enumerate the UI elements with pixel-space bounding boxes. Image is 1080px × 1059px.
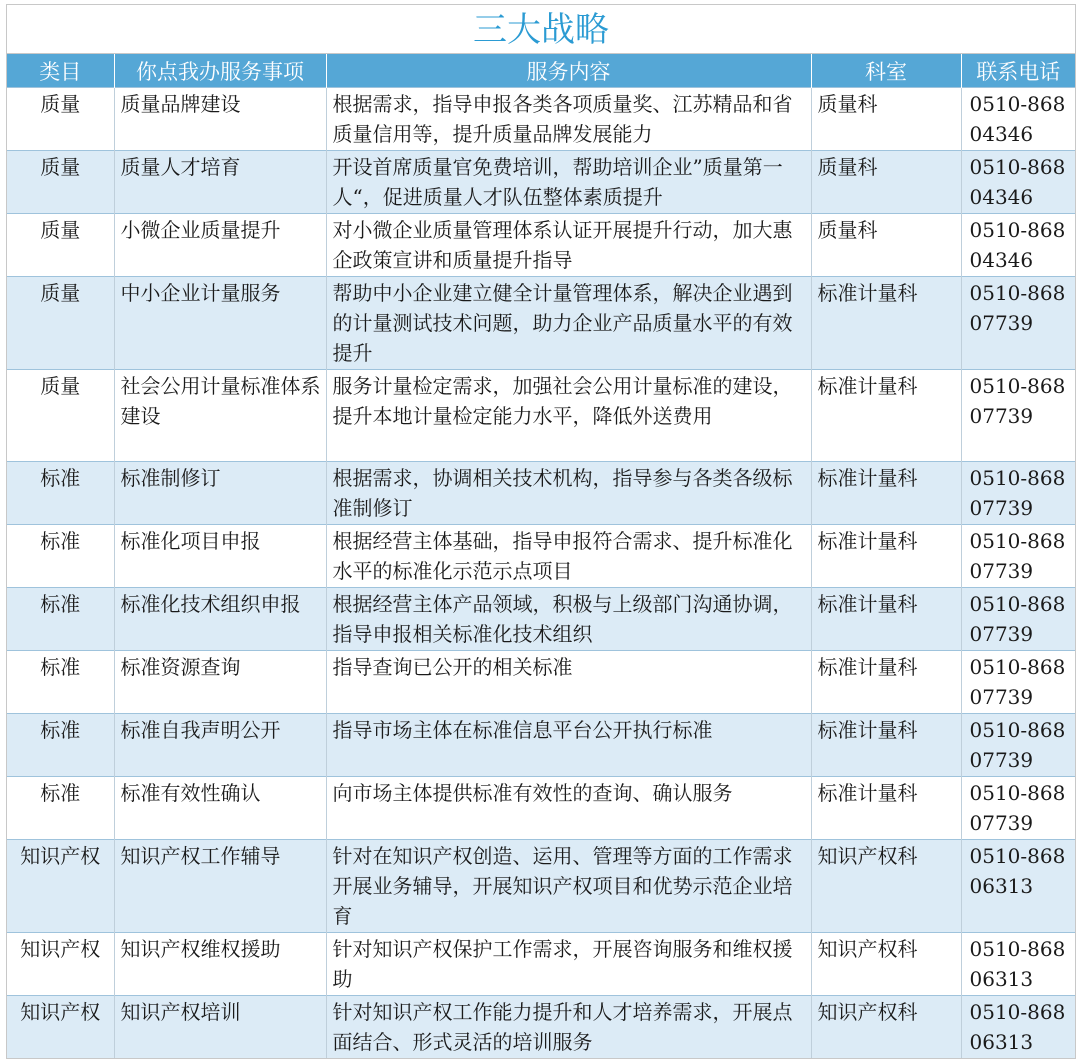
category-cell: 质量: [7, 214, 114, 277]
category-cell: 知识产权: [7, 840, 114, 933]
table-row: [7, 714, 1075, 777]
category-cell: 质量: [7, 151, 114, 214]
category-cell: 知识产权: [7, 933, 114, 996]
service-item-cell: 社会公用计量标准体系建设: [114, 370, 326, 462]
header-service-item: 你点我办服务事项: [114, 54, 326, 88]
table-row: [7, 88, 1075, 151]
table-row: [7, 840, 1075, 933]
department-cell: 标准计量科: [811, 714, 961, 777]
phone-cell: 0510-86807739: [961, 651, 1075, 714]
service-item-cell: 中小企业计量服务: [114, 277, 326, 370]
department-cell: 标准计量科: [811, 277, 961, 370]
service-item-cell: 标准有效性确认: [114, 777, 326, 840]
department-cell: 标准计量科: [811, 370, 961, 462]
service-item-cell: 质量品牌建设: [114, 88, 326, 151]
service-table-sheet: [6, 4, 1076, 1059]
service-content-cell: 指导查询已公开的相关标准: [326, 651, 811, 714]
service-content-cell: 根据经营主体基础，指导申报符合需求、提升标准化水平的标准化示范示点项目: [326, 525, 811, 588]
service-item-cell: 小微企业质量提升: [114, 214, 326, 277]
header-phone: 联系电话: [961, 54, 1075, 88]
department-cell: 知识产权科: [811, 840, 961, 933]
category-cell: 标准: [7, 714, 114, 777]
department-cell: 标准计量科: [811, 462, 961, 525]
department-cell: 标准计量科: [811, 588, 961, 651]
service-content-cell: 对小微企业质量管理体系认证开展提升行动，加大惠企政策宣讲和质量提升指导: [326, 214, 811, 277]
service-item-cell: 知识产权维权援助: [114, 933, 326, 996]
header-service-content: 服务内容: [326, 54, 811, 88]
table-row: [7, 525, 1075, 588]
phone-cell: 0510-86806313: [961, 840, 1075, 933]
service-content-cell: 针对知识产权保护工作需求，开展咨询服务和维权援助: [326, 933, 811, 996]
table-row: [7, 214, 1075, 277]
phone-cell: 0510-86804346: [961, 214, 1075, 277]
department-cell: 标准计量科: [811, 651, 961, 714]
table-row: [7, 777, 1075, 840]
header-category: 类目: [7, 54, 114, 88]
table-row: [7, 996, 1075, 1059]
service-content-cell: 向市场主体提供标准有效性的查询、确认服务: [326, 777, 811, 840]
service-content-cell: 根据需求，协调相关技术机构，指导参与各类各级标准制修订: [326, 462, 811, 525]
phone-cell: 0510-86807739: [961, 462, 1075, 525]
phone-cell: 0510-86807739: [961, 370, 1075, 462]
table-row: [7, 651, 1075, 714]
category-cell: 标准: [7, 525, 114, 588]
page-title: 三大战略: [7, 5, 1075, 54]
service-item-cell: 标准资源查询: [114, 651, 326, 714]
table-row: [7, 588, 1075, 651]
table-row: [7, 370, 1075, 462]
service-item-cell: 质量人才培育: [114, 151, 326, 214]
service-content-cell: 服务计量检定需求，加强社会公用计量标准的建设，提升本地计量检定能力水平，降低外送费用: [326, 370, 811, 462]
table-header-row: [7, 54, 1075, 88]
category-cell: 标准: [7, 462, 114, 525]
phone-cell: 0510-86807739: [961, 525, 1075, 588]
category-cell: 质量: [7, 370, 114, 462]
service-content-cell: 开设首席质量官免费培训，帮助培训企业”质量第一人“，促进质量人才队伍整体素质提升: [326, 151, 811, 214]
service-content-cell: 针对知识产权工作能力提升和人才培养需求，开展点面结合、形式灵活的培训服务: [326, 996, 811, 1059]
phone-cell: 0510-86807739: [961, 588, 1075, 651]
department-cell: 标准计量科: [811, 525, 961, 588]
category-cell: 标准: [7, 588, 114, 651]
service-content-cell: 根据需求，指导申报各类各项质量奖、江苏精品和省质量信用等，提升质量品牌发展能力: [326, 88, 811, 151]
service-item-cell: 标准化技术组织申报: [114, 588, 326, 651]
service-content-cell: 针对在知识产权创造、运用、管理等方面的工作需求开展业务辅导，开展知识产权项目和优势示范企业培育: [326, 840, 811, 933]
table-row: [7, 933, 1075, 996]
category-cell: 质量: [7, 277, 114, 370]
table-row: [7, 277, 1075, 370]
phone-cell: 0510-86806313: [961, 933, 1075, 996]
service-table: [7, 54, 1075, 1058]
table-row: [7, 151, 1075, 214]
category-cell: 知识产权: [7, 996, 114, 1059]
service-item-cell: 知识产权工作辅导: [114, 840, 326, 933]
service-content-cell: 帮助中小企业建立健全计量管理体系，解决企业遇到的计量测试技术问题，助力企业产品质量水平的有效提升: [326, 277, 811, 370]
service-item-cell: 标准化项目申报: [114, 525, 326, 588]
department-cell: 质量科: [811, 214, 961, 277]
phone-cell: 0510-86806313: [961, 996, 1075, 1059]
header-department: 科室: [811, 54, 961, 88]
department-cell: 知识产权科: [811, 996, 961, 1059]
service-content-cell: 指导市场主体在标准信息平台公开执行标准: [326, 714, 811, 777]
phone-cell: 0510-86807739: [961, 277, 1075, 370]
category-cell: 质量: [7, 88, 114, 151]
phone-cell: 0510-86807739: [961, 714, 1075, 777]
service-content-cell: 根据经营主体产品领域，积极与上级部门沟通协调，指导申报相关标准化技术组织: [326, 588, 811, 651]
service-item-cell: 知识产权培训: [114, 996, 326, 1059]
service-item-cell: 标准制修订: [114, 462, 326, 525]
category-cell: 标准: [7, 777, 114, 840]
category-cell: 标准: [7, 651, 114, 714]
phone-cell: 0510-86804346: [961, 151, 1075, 214]
department-cell: 质量科: [811, 151, 961, 214]
phone-cell: 0510-86804346: [961, 88, 1075, 151]
table-row: [7, 462, 1075, 525]
service-item-cell: 标准自我声明公开: [114, 714, 326, 777]
phone-cell: 0510-86807739: [961, 777, 1075, 840]
department-cell: 质量科: [811, 88, 961, 151]
department-cell: 知识产权科: [811, 933, 961, 996]
department-cell: 标准计量科: [811, 777, 961, 840]
